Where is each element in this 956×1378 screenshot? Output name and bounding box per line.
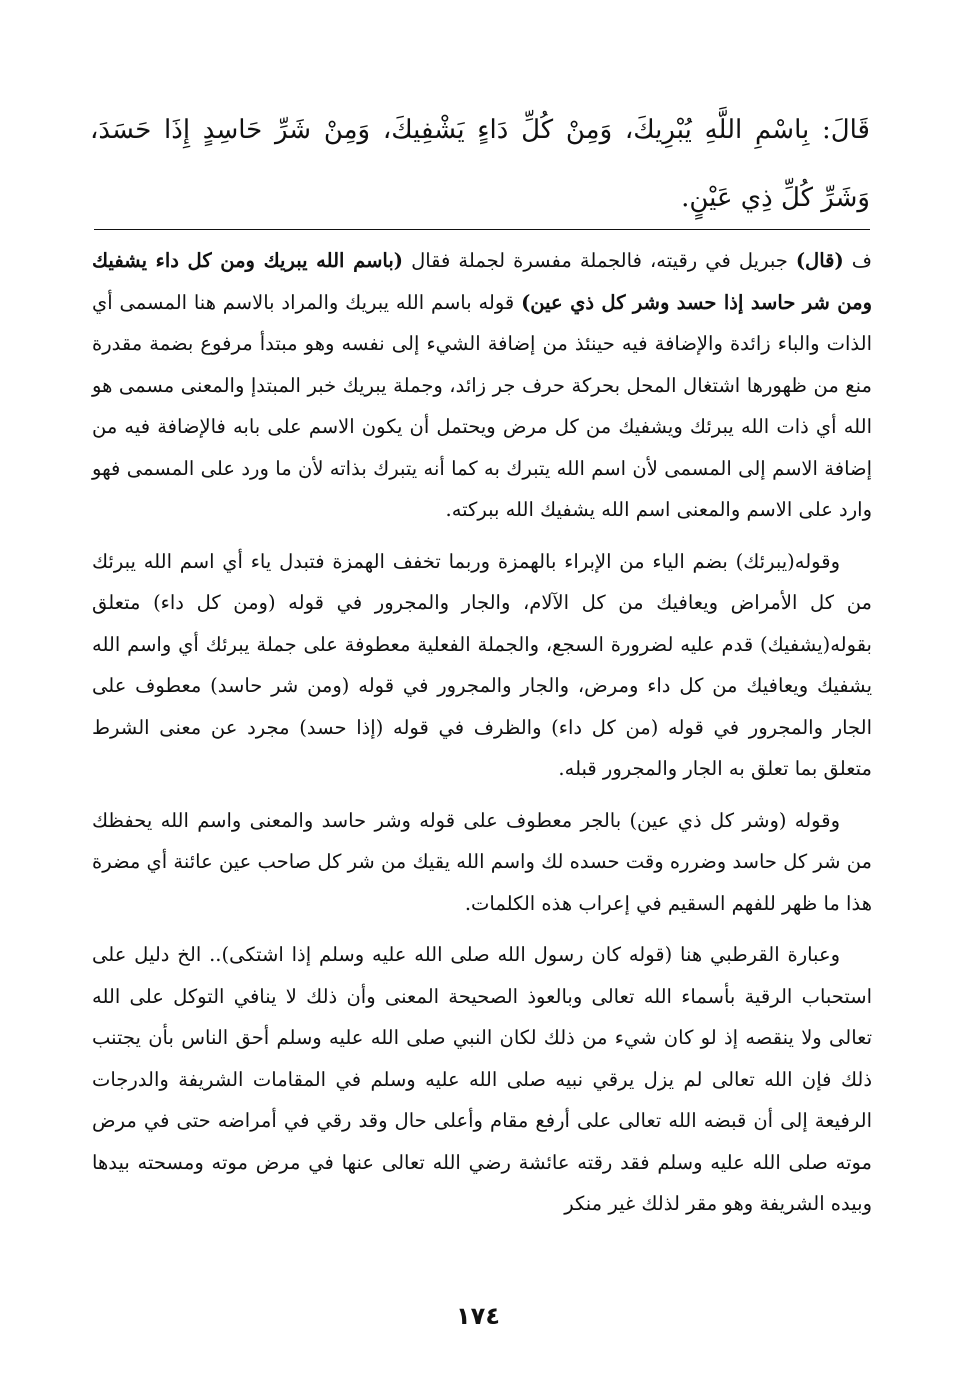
commentary-paragraph-1 [92,240,872,531]
page-number: ١٧٤ [456,1302,500,1330]
commentary-text: قوله باسم الله يبريك والمراد بالاسم هنا المسمى أي الذات والباء زائدة والإضافة فيه حينئذ من إضافة الشيء إلى نفسه وهو مبتدأ مرفوع بضمة مقدرة منع من ظهورها اشتغال المحل بحركة حرف جر زائد، وجملة يبريك خبر المبتدإ والمعنى مسمى هو الله أي ذات الله يبرئك ويشفيك من كل مرض ويحتمل أن يكون الاسم على بابه فالإضافة فيه من إضافة الاسم إلى المسمى لأن اسم الله يتبرك به كما أنه يتبرك بذاته لأن ما ورد على المسمى فهو وارد على الاسم والمعنى اسم الله يشفيك الله ببركته. [92,290,872,521]
commentary-prefix: ف [843,249,872,272]
commentary-paragraph-4: وعبارة القرطبي هنا (قوله كان رسول الله صلى الله عليه وسلم إذا اشتكى).. الخ دليل على استحباب الرقية بأسماء الله تعالى وبالعوذ الصحيحة المعنى وأن ذلك لا ينافي التوكل على الله تعالى ولا ينقصه إذ لو كان شيء من ذلك لكان النبي صلى الله عليه وسلم أحق الناس بأن يجتنب ذلك فإن الله تعالى لم يزل يرقي نبيه صلى الله عليه وسلم في المقامات الشريفة والدرجات الرفيعة إلى أن قبضه الله تعالى على أرفع مقام وأعلى حال وقد رقي في أمراضه حتى في مرض موته صلى الله عليه وسلم فقد رقته عائشة رضي الله تعالى عنها في مرض موته ومسحته بيدها وبيده الشريفة وهو مقر لذلك غير منكر [92,943,872,1215]
separator-line [94,229,870,230]
commentary-paragraph-3: وقوله (وشر كل ذي عين) بالجر معطوف على قوله وشر حاسد والمعنى واسم الله يحفظك من شر كل حاسد وضرره وقت حسده لك واسم الله يقيك من شر كل صاحب عين عائنة أي مضرة هذا ما ظهر للفهم السقيم في إعراب هذه الكلمات. [92,808,872,915]
bold-qal: (قال) [795,249,844,272]
hadith-text: قَالَ: بِاسْمِ اللَّهِ يُبْرِيكَ، وَمِنْ كُلِّ دَاءٍ يَشْفِيكَ، وَمِنْ شَرِّ حَاسِدٍ إِذَا حَسَدَ، وَشَرِّ كُلِّ ذِي عَيْنٍ. [90,115,870,213]
commentary [92,240,872,1235]
bold-hadith-quote: (باسم الله يبريك ومن كل داء يشفيك ومن شر حاسد إذا حسد وشر كل ذي عين) [92,249,872,314]
commentary-text: جبريل في رقيته، فالجملة مفسرة لجملة فقال [403,249,796,272]
commentary-paragraph-2: وقوله(يبرئك) بضم الياء من الإبراء بالهمزة وربما تخفف الهمزة فتبدل ياء أي اسم الله يبرئك من كل الأمراض ويعافيك من كل الآلام، والجار والمجرور في قوله (ومن كل داء) متعلق بقوله(يشفيك) قدم عليه لضرورة السجع، والجملة الفعلية معطوفة على جملة يبرئك أي واسم الله يشفيك ويعافيك من كل داء ومرض، والجار والمجرور في قوله (ومن شر حاسد) معطوف على الجار والمجرور في قوله (من كل داء) والظرف في قوله (إذا حسد) مجرد عن معنى الشرط متعلق بما تعلق به الجار والمجرور قبله. [92,549,872,780]
